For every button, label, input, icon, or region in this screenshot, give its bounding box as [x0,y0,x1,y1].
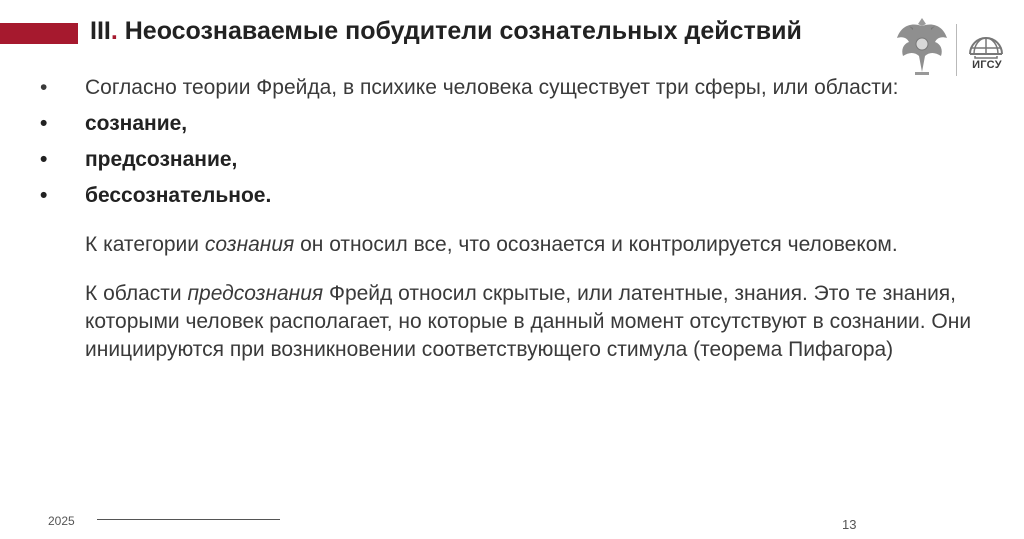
paragraph-consciousness [40,231,980,259]
bullet-text: Согласно теории Фрейда, в психике человека существует три сферы, или области: [85,76,899,99]
title-text: Неосознаваемые побудители сознательных действий [117,17,802,45]
paragraph-text: он относил все, что осознается и контролируется человеком. [294,233,898,256]
slide-title [90,17,802,46]
paragraph-preconscious [40,280,980,364]
title-dot: . [110,17,118,45]
title-roman-numeral: III [90,17,111,45]
slide-body [40,74,980,372]
paragraph-emphasis: сознания [204,233,295,256]
double-headed-eagle-emblem-icon [893,12,951,82]
paragraph-emphasis: предсознания [187,282,324,305]
footer-line [97,519,280,520]
footer-year: 2025 [48,514,75,528]
bullet-text: предсознание, [85,148,238,171]
bullet-mark: • [40,76,48,99]
header-divider [956,24,957,76]
page-number: 13 [842,517,857,532]
bullet-item-unconscious [40,182,980,210]
bullet-text: сознание, [85,112,188,135]
logo-text: ИГСУ [972,59,1002,71]
bullet-item-preconscious [40,146,980,174]
bullet-item-intro [40,74,980,102]
paragraph-text: К категории [85,233,205,256]
bullet-mark: • [40,184,48,207]
title-accent-bar [0,23,78,44]
paragraph-text: К области [85,282,188,305]
paragraph-text: Фрейд относил скрытые, или латентные, знания. Это те знания, которыми человек располагает, но которые в данный момент отсутствуют в сознании. Они инициируются при возникновении соответствующего стимула (теорема Пифагора) [85,282,972,361]
bullet-mark: • [40,148,48,171]
bullet-text: бессознательное. [85,184,272,207]
bullet-item-consciousness [40,110,980,138]
bullet-mark: • [40,112,48,135]
